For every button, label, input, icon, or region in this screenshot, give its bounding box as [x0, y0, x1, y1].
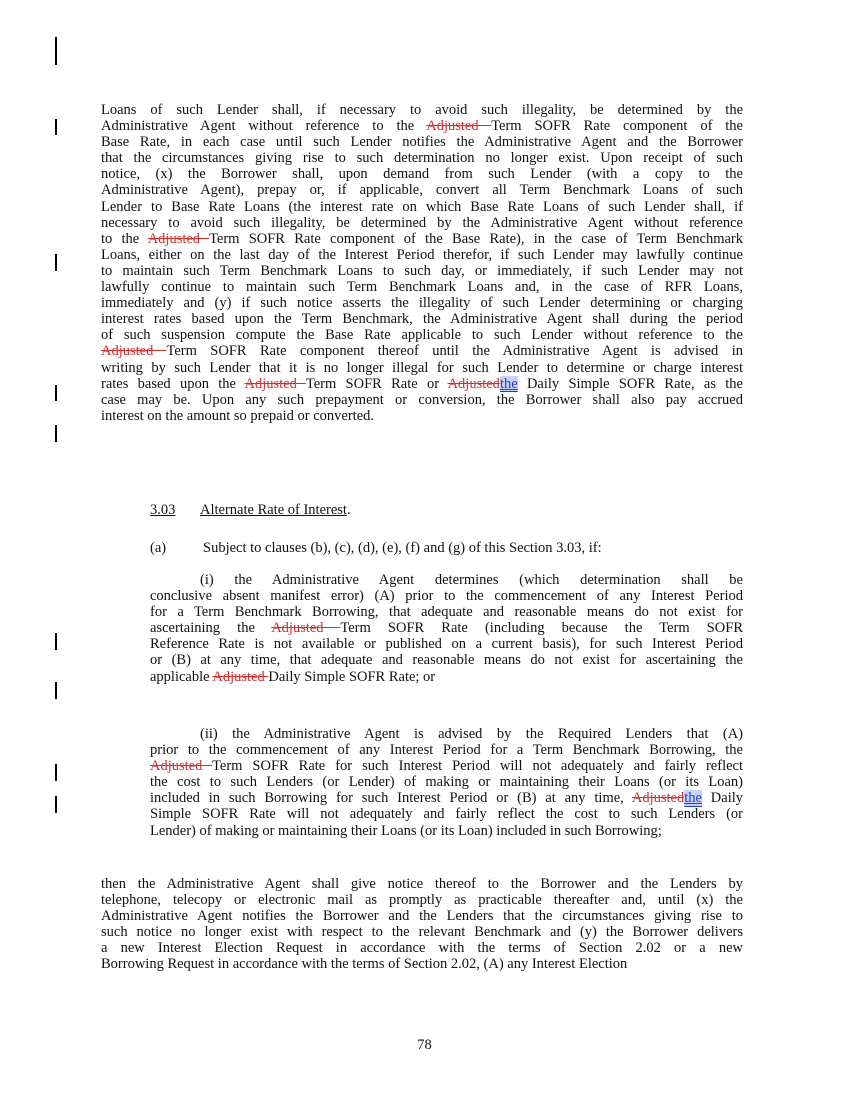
- page-number: 78: [417, 1037, 432, 1053]
- text-run: to the: [101, 230, 148, 247]
- text-run: Term SOFR Rate or: [305, 375, 448, 392]
- clause-i-line: [150, 620, 743, 636]
- deleted-text: Adjusted: [447, 375, 500, 392]
- deleted-text: Adjusted: [426, 118, 492, 135]
- text-run: included in such Borrowing for such Interest Period or (B) at any time,: [150, 790, 632, 807]
- text-line: [101, 295, 743, 311]
- section-heading: 3.03 Alternate Rate of Interest.: [150, 502, 351, 518]
- text-line: [101, 102, 743, 118]
- text-run: Borrowing Request in accordance with the terms of Section 2.02, (A) any Interest Election: [101, 956, 628, 973]
- paragraph-then: [101, 876, 743, 973]
- text-run: for a Term Benchmark Borrowing, that adequate and reasonable means do not exist for: [150, 604, 743, 621]
- text-run: Base Rate, in each case until such Lender notifies the Administrative Agent and the Borrower: [101, 134, 743, 151]
- text-run: immediately and (y) if such notice asserts the illegality of such Lender determining or charging: [101, 295, 743, 312]
- text-line: [101, 263, 743, 279]
- section-number: 3.03: [150, 502, 176, 518]
- clause-i: [150, 572, 743, 685]
- text-line: [101, 311, 743, 327]
- clause-i-line: [150, 604, 743, 620]
- clause-ii-line: [150, 790, 743, 806]
- text-run: Daily Simple SOFR Rate, as the: [517, 375, 743, 392]
- text-line: [101, 231, 743, 247]
- text-line: [101, 892, 743, 908]
- text-run: Term SOFR Rate component thereof until the Administrative Agent is advised in: [166, 343, 743, 360]
- deleted-text: Adjusted: [271, 620, 341, 637]
- text-run: interest on the amount so prepaid or converted.: [101, 407, 375, 424]
- text-run: necessary to avoid such illegality, be determined by the Administrative Agent without reference: [101, 214, 743, 231]
- text-run: of such suspension compute the Base Rate applicable to such Lender without reference to the: [101, 327, 743, 344]
- text-run: (ii) the Administrative Agent is advised by the Required Lenders that (A): [200, 726, 743, 742]
- text-line: [101, 376, 743, 392]
- deleted-text: Adjusted: [212, 668, 269, 685]
- clause-a-text: Subject to clauses (b), (c), (d), (e), (f) and (g) of this Section 3.03, if:: [203, 540, 602, 556]
- clause-ii-line: [150, 806, 743, 822]
- change-bar: [55, 385, 57, 401]
- clause-i-line: [150, 669, 743, 685]
- text-run: ascertaining the: [150, 620, 272, 637]
- clause-ii-line: [150, 823, 743, 839]
- text-line: [101, 199, 743, 215]
- clause-i-line: [150, 652, 743, 668]
- text-line: [101, 343, 743, 359]
- deleted-text: Adjusted: [147, 230, 210, 247]
- text-line: [101, 182, 743, 198]
- text-run: Term SOFR Rate component of the Base Rate), in the case of Term Benchmark: [209, 230, 743, 247]
- deleted-text: Adjusted: [631, 790, 685, 807]
- clause-a-label: (a): [150, 540, 167, 556]
- clause-i-line: [150, 572, 743, 588]
- text-run: Loans, either on the last day of the Interest Period therefor, if such Lender may lawfully continue: [101, 246, 743, 263]
- text-run: Term SOFR Rate (including because the Term SOFR: [340, 620, 743, 637]
- text-run: Simple SOFR Rate will not adequately and fairly reflect the cost to such Lenders (or: [150, 806, 743, 823]
- text-run: writing by such Lender that it is no longer illegal for such Lender to determine or charge interest: [101, 359, 743, 376]
- change-bar: [55, 682, 57, 699]
- text-run: case may be. Upon any such prepayment or conversion, the Borrower shall also pay accrued: [101, 391, 743, 408]
- section-title: Alternate Rate of Interest: [200, 502, 347, 518]
- text-run: Lender) of making or maintaining their Loans (or its Loan) included in such Borrowing;: [150, 822, 662, 839]
- text-line: [101, 118, 743, 134]
- text-line: [101, 360, 743, 376]
- change-bar: [55, 425, 57, 442]
- text-run: prior to the commencement of any Interest Period for a Term Benchmark Borrowing, the: [150, 742, 743, 759]
- change-bar: [55, 254, 57, 271]
- clause-i-line: [150, 588, 743, 604]
- text-run: lawfully continue to maintain such Term Benchmark Loans and, in the case of RFR Loans,: [101, 279, 743, 296]
- text-line: [101, 876, 743, 892]
- clause-ii-line: [150, 758, 743, 774]
- text-run: to maintain such Term Benchmark Loans to such day, or immediately, if such Lender may not: [101, 262, 743, 279]
- change-bar: [55, 764, 57, 781]
- change-bar: [55, 119, 57, 135]
- inserted-text: the: [684, 790, 702, 807]
- deleted-text: Adjusted: [150, 758, 213, 775]
- text-run: rates based upon the: [101, 375, 245, 392]
- text-run: such notice no longer exist with respect to the relevant Benchmark and (y) the Borrower delivers: [101, 924, 743, 941]
- text-line: [101, 247, 743, 263]
- text-line: [101, 327, 743, 343]
- text-run: conclusive absent manifest error) (A) prior to the commencement of any Interest Period: [150, 588, 743, 605]
- inserted-text: the: [499, 375, 518, 392]
- clause-ii-line: [150, 774, 743, 790]
- text-run: Daily: [701, 790, 743, 807]
- text-run: applicable: [150, 668, 213, 685]
- deleted-text: Adjusted: [244, 375, 306, 392]
- text-line: [101, 408, 743, 424]
- text-line: [101, 956, 743, 972]
- text-line: [101, 279, 743, 295]
- change-bar: [55, 796, 57, 813]
- text-run: interest rates based upon the Term Benchmark, the Administrative Agent shall during the period: [101, 311, 743, 328]
- text-run: then the Administrative Agent shall give notice thereof to the Borrower and the Lenders by: [101, 876, 743, 892]
- text-run: Administrative Agent notifies the Borrower and the Lenders that the circumstances giving rise to: [101, 908, 743, 925]
- deleted-text: Adjusted: [101, 343, 167, 360]
- clause-ii-line: [150, 726, 743, 742]
- text-run: the cost to such Lenders (or Lender) of making or maintaining their Loans (or its Loan): [150, 774, 743, 791]
- clause-a: [150, 540, 602, 556]
- text-run: that the circumstances giving rise to such determination no longer exist. Upon receipt of such: [101, 150, 743, 167]
- text-line: [101, 134, 743, 150]
- text-line: [101, 215, 743, 231]
- text-run: or (B) at any time, that adequate and reasonable means do not exist for ascertaining the: [150, 652, 743, 669]
- text-run: telephone, telecopy or electronic mail as promptly as practicable thereafter and, until (x) the: [101, 892, 743, 909]
- text-run: Daily Simple SOFR Rate; or: [268, 668, 436, 685]
- text-line: [101, 908, 743, 924]
- text-run: Loans of such Lender shall, if necessary to avoid such illegality, be determined by the: [101, 102, 743, 118]
- paragraph-illegality-continued: [101, 102, 743, 424]
- text-line: [101, 150, 743, 166]
- text-line: [101, 924, 743, 940]
- text-line: [101, 940, 743, 956]
- text-line: [101, 392, 743, 408]
- text-run: a new Interest Election Request in accordance with the terms of Section 2.02 or a new: [101, 940, 743, 957]
- clause-i-line: [150, 636, 743, 652]
- text-run: Reference Rate is not available or published on a current basis), for such Interest Period: [150, 636, 743, 653]
- text-run: (i) the Administrative Agent determines (which determination shall be: [200, 572, 743, 588]
- text-line: [101, 166, 743, 182]
- text-run: Administrative Agent), prepay or, if applicable, convert all Term Benchmark Loans of such: [101, 182, 743, 199]
- clause-ii: [150, 726, 743, 839]
- text-run: notice, (x) the Borrower shall, upon demand from such Lender (with a copy to the: [101, 166, 743, 183]
- clause-ii-line: [150, 742, 743, 758]
- text-run: Term SOFR Rate for such Interest Period will not adequately and fairly reflect: [212, 758, 743, 775]
- change-bar: [55, 37, 57, 65]
- change-bar: [55, 633, 57, 650]
- text-run: Administrative Agent without reference to the: [101, 118, 427, 135]
- text-run: Lender to Base Rate Loans (the interest rate on which Base Rate Loans of such Lender shall, if: [101, 198, 743, 215]
- text-run: Term SOFR Rate component of the: [491, 118, 743, 135]
